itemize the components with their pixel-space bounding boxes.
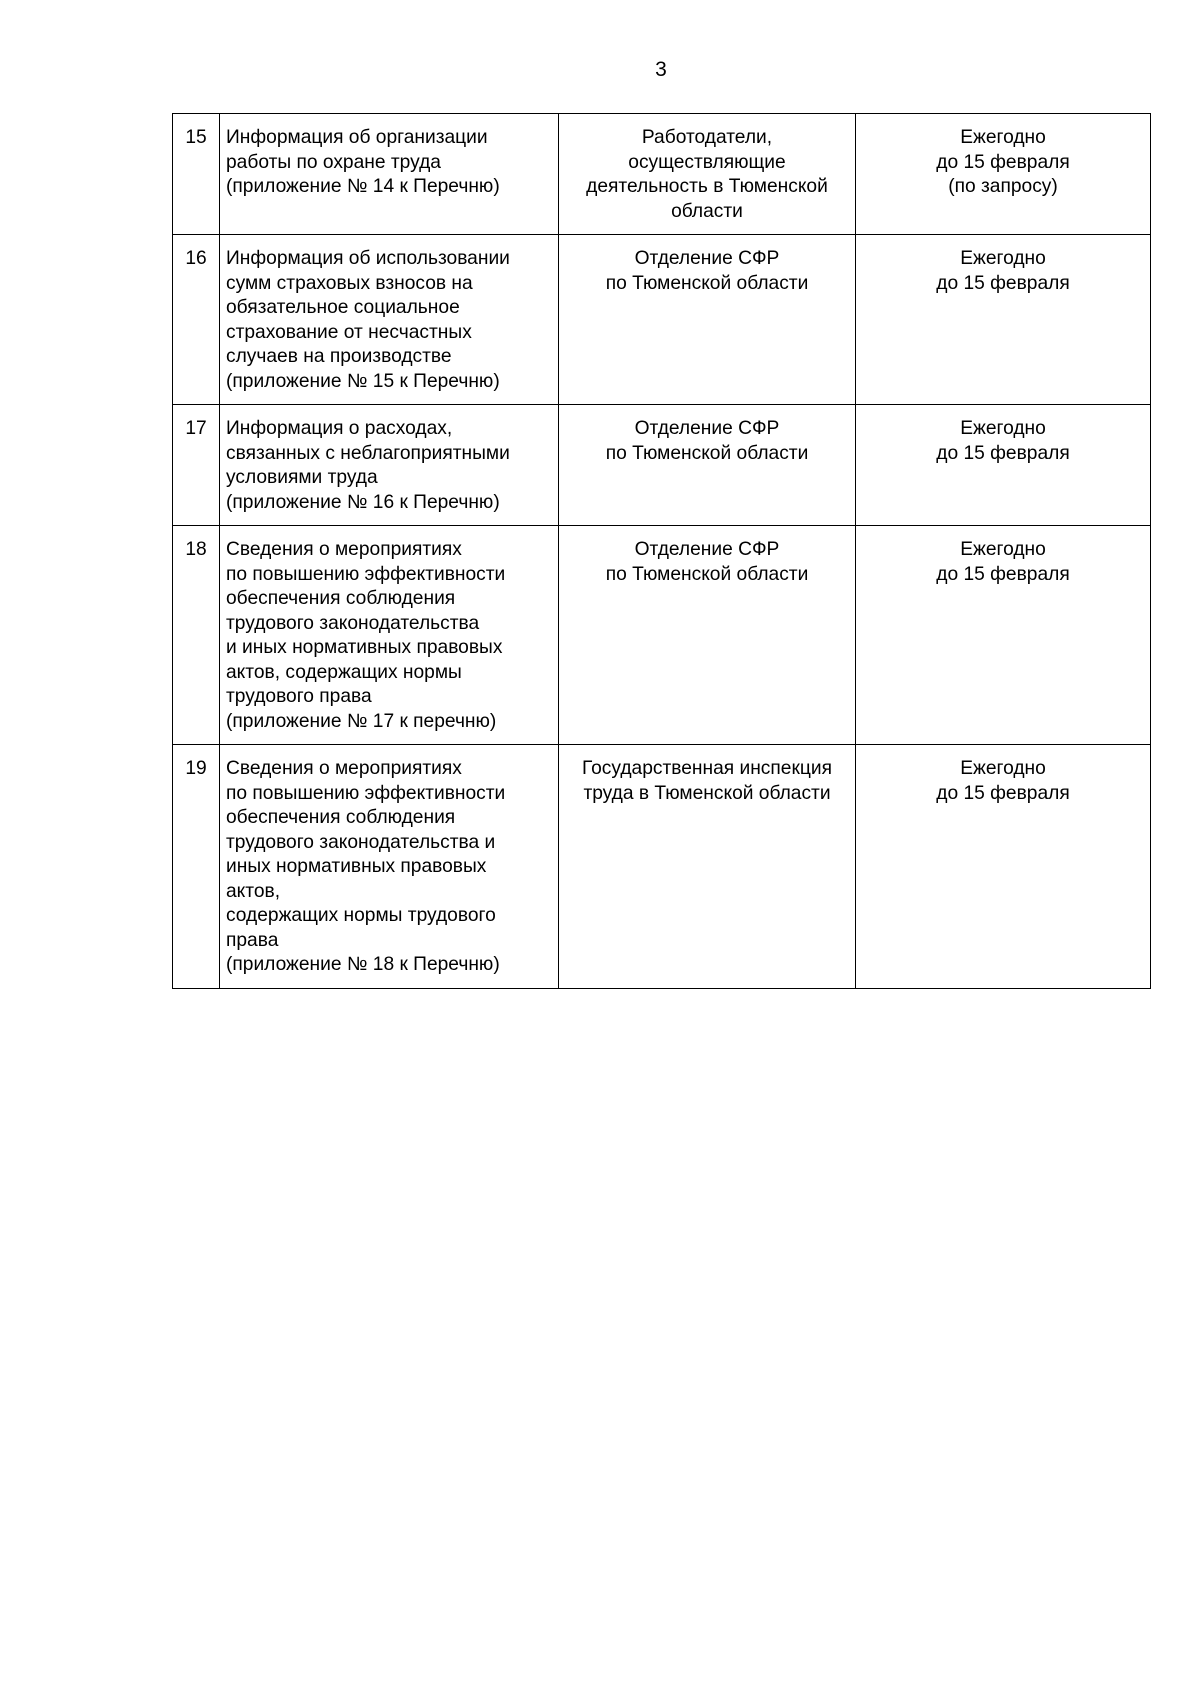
table-row: [173, 114, 1151, 235]
table-row: [173, 526, 1151, 745]
report-name: Сведения о мероприятиях по повышению эффективности обеспечения соблюдения трудового законодательства и иных нормативных правовых актов, содержащих нормы трудового права (приложение № 17 к перечню): [220, 526, 559, 745]
row-number: 17: [173, 405, 220, 526]
report-deadline: Ежегодно до 15 февраля: [856, 405, 1151, 526]
table-row: [173, 235, 1151, 405]
report-deadline: Ежегодно до 15 февраля: [856, 526, 1151, 745]
report-name: Информация о расходах, связанных с неблагоприятными условиями труда (приложение № 16 к Перечню): [220, 405, 559, 526]
row-number: 19: [173, 745, 220, 989]
row-number: 18: [173, 526, 220, 745]
report-deadline: Ежегодно до 15 февраля: [856, 235, 1151, 405]
report-source: Отделение СФР по Тюменской области: [559, 235, 856, 405]
report-source: Работодатели, осуществляющие деятельность в Тюменской области: [559, 114, 856, 235]
table-row: [173, 405, 1151, 526]
page-number: 3: [655, 58, 667, 81]
row-number: 16: [173, 235, 220, 405]
report-deadline: Ежегодно до 15 февраля (по запросу): [856, 114, 1151, 235]
report-name: Сведения о мероприятиях по повышению эффективности обеспечения соблюдения трудового законодательства и иных нормативных правовых актов, содержащих нормы трудового права (приложение № 18 к Перечню): [220, 745, 559, 989]
report-source: Государственная инспекция труда в Тюменской области: [559, 745, 856, 989]
report-deadline: Ежегодно до 15 февраля: [856, 745, 1151, 989]
report-source: Отделение СФР по Тюменской области: [559, 405, 856, 526]
report-name: Информация об организации работы по охране труда (приложение № 14 к Перечню): [220, 114, 559, 235]
row-number: 15: [173, 114, 220, 235]
report-source: Отделение СФР по Тюменской области: [559, 526, 856, 745]
report-name: Информация об использовании сумм страховых взносов на обязательное социальное страхование от несчастных случаев на производстве (приложение № 15 к Перечню): [220, 235, 559, 405]
reports-table: [172, 113, 1151, 989]
table-row: [173, 745, 1151, 989]
